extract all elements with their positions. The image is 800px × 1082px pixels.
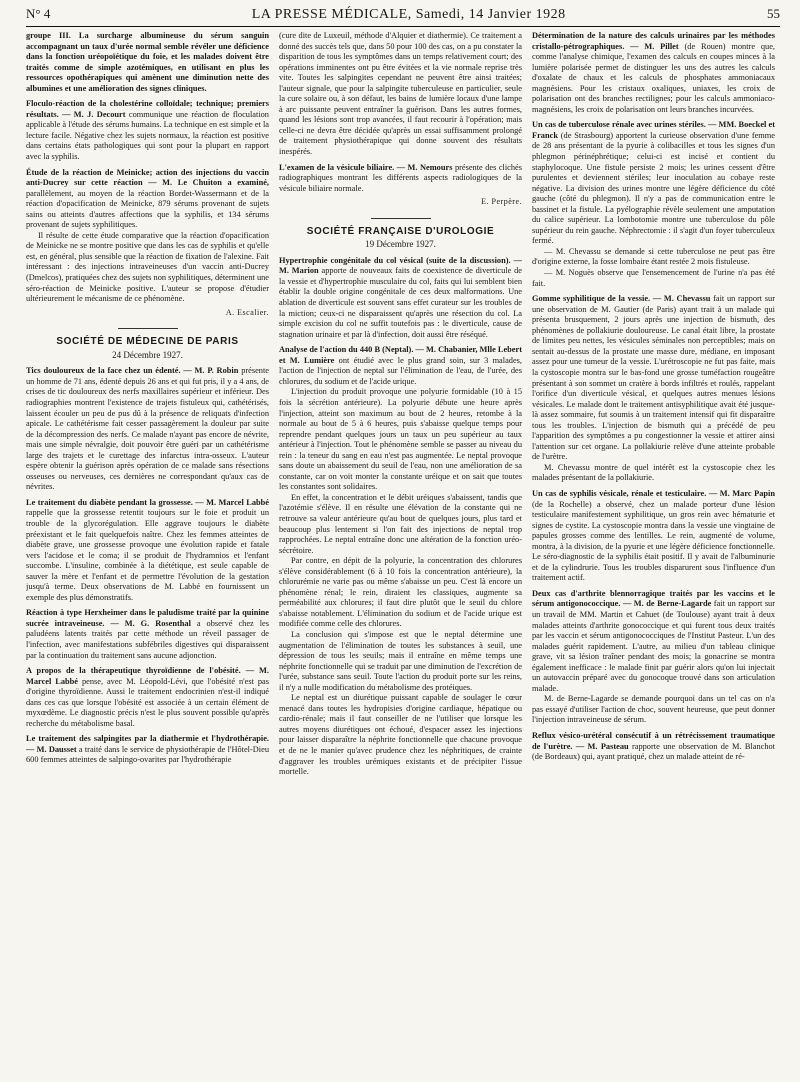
paragraph: — M. Chevassu se demande si cette tuberculose ne peut pas être d'origine externe, la fosse lombaire étant restée 2 mois fistuleuse. [532, 246, 775, 267]
signature: A. Escalier. [225, 307, 269, 317]
section-title: SOCIÉTÉ FRANÇAISE D'UROLOGIE [306, 225, 495, 237]
article-heading: Tics douloureux de la face chez un édenté. — M. P. Robin [26, 366, 239, 376]
article [279, 163, 522, 208]
paragraph: Le traitement du diabète pendant la grossesse. — M. Marcel Labbé rappelle que la grossesse retentit toujours sur le foie et produit un trouble de la glycorégulation. Elle aggrave toujours le diabète préexistant et le fait quelquefois naître. Chez les femmes atteintes de diabète grave, une grossesse provoque une évolution rapide et fatale vers l'acidose et le coma; il se produit de l'hydramnios et l'enfant succombe. L'insuline, combinée à la diététique, est seule capable de sauver la mère et l'enfant et de permettre l'évolution de la gestation jusqu'à terme. Deux observations de M. Labbé en fournissent un exemple des plus démonstratifs. [26, 497, 269, 602]
article-heading: Deux cas d'arthrite blennorragique traités par les vaccins et le sérum antigonococcique. — M. de Berne-Lagarde [532, 588, 775, 609]
paragraph: Il résulte de cette étude comparative que la réaction d'opacification de Meinicke ne se montre positive que dans les cas de syphilis et qu'elle est, en général, plus sensible que la réaction de fixation de l'alexine. Fait intéressant : des injections intraveineuses d'un vaccin anti-Ducrey (Dmelcos), pratiquées chez des sujets non syphilitiques, déterminent une séro-réaction de Meinicke positive. L'auteur se propose d'étudier ultérieurement le mécanisme de ce phénomène. [26, 230, 269, 304]
article-heading: Analyse de l'action du 440 B (Neptal). — M. Chabanier, Mlle Lebert et M. Lumière [279, 345, 522, 365]
paragraph: Deux cas d'arthrite blennorragique traités par les vaccins et le sérum antigonococcique. — M. de Berne-Lagarde fait un rapport sur un travail de MM. Martin et Cahuet (de Toulouse) ayant trait à deux malades atteints d'arthrite gonococcique et qui furent tous deux traités par les vaccin et sérum antigonococciques de l'Institut Pasteur. L'un des malades guérit rapidement. L'autre, au milieu d'un tableau clinique grave, vit sa lésion traîner pendant des mois; la gonacrine se montra également inefficace : le malade finit par guérir alors qu'on lui injectait un autovaccin préparé avec du gonocoque trouvé dans son articulation malade. [532, 588, 775, 693]
paragraph: La conclusion qui s'impose est que le neptal détermine une augmentation de l'élimination de toutes les substances à seuil, une dépression de tous les seuils; mais il entraîne en même temps une néphrite fonctionnelle qui se traduit par une diminution de l'excrétion de l'urée, substance sans seuil. Toute l'action du produit porte sur les reins, il n'y a nulle modification du métabolisme des protéiques. [279, 629, 522, 692]
column-1 [26, 31, 269, 1077]
paragraph: Un cas de tuberculose rénale avec urines stériles. — MM. Boeckel et Franck (de Strasbourg) apportent la curieuse observation d'une femme de 28 ans présentant de la pyurie à colibacilles et tous les signes d'un phlegmon périnéphrétique; celui-ci est incisé et contient du staphylocoque. Une fistule persiste 2 mois; les urines cessent d'être purulentes et deviennent stériles; leur inoculation au cobaye reste négative. La division des urines montre une légère déficience du côté gauche (côté du phlegmon). Il n'y a pas de communication entre le bassinet et la fistule. La pyélographie révèle seulement une amputation du calice supérieur. La lombotomie montre une tuberculose du pôle supérieur du rein gauche. Néphrectomie : il s'agit d'un foyer tuberculeux fermé. [532, 120, 775, 246]
article [532, 120, 775, 289]
article [279, 256, 522, 340]
article [26, 99, 269, 162]
article-heading: A propos de la thérapeutique thyroïdienne de l'obésité. — M. Marcel Labbé [26, 666, 269, 686]
article-heading: Étude de la réaction de Meinicke; action des injections du vaccin anti-Ducrey sur cette réaction — M. Le Chuiton a examiné, [26, 167, 269, 188]
paragraph: — M. Noguès observe que l'ensemencement de l'urine n'a pas été fait. [532, 268, 775, 288]
article-heading: Détermination de la nature des calculs urinaires par les méthodes cristallo-pétrographiques. — M. Pillet [532, 31, 775, 51]
article [26, 608, 269, 661]
article-heading: Gomme syphilitique de la vessie. — M. Chevassu [532, 294, 711, 304]
paragraph: Reflux vésico-urétéral consécutif à un rétrécissement traumatique de l'urètre. — M. Pasteau rapporte une observation de M. Blanchot (de Bordeaux) qui, ayant pratiqué, chez un malade atteint de ré- [532, 731, 775, 762]
paragraph: En effet, la concentration et le débit uréiques s'abaissent, tandis que l'azotémie s'élève. Il en résulte une élévation de la constante qui ne retrouve sa valeur antérieure qu'au bout de quelques jours, plus tard et beaucoup plus lentement si l'on fait des injections de neptal trop rapprochées. Le neptal entraîne donc une altération de la fonction uréo-sécrétoire. [279, 492, 522, 555]
paragraph: Réaction à type Herxheimer dans le paludisme traité par la quinine sucrée intraveineuse. — M. G. Rosenthal a observé chez les paludéens latents traités par cette méthode un réveil passager de l'infection, avec manifestations subfébriles digestives qui disparaissent par la continuation du traitement sans aucune adjonction. [26, 608, 269, 660]
paragraph: M. Chevassu montre de quel intérêt est la cystoscopie chez les malades présentant de la pollakiurie. [532, 462, 775, 483]
article-heading: Floculo-réaction de la cholestérine colloïdale; technique; premiers résultats. — M. J. Decourt [26, 99, 269, 119]
paragraph: Étude de la réaction de Meinicke; action des injections du vaccin anti-Ducrey sur cette réaction — M. Le Chuiton a examiné, parallèlement, au moyen de la réaction Bordet-Wassermann et de la réaction d'opacification de Meinicke, 879 sérums provenant de sujets sains ou atteints d'autres affections que la syphilis, et 134 sérums provenant de sujets syphilitiques. [26, 167, 269, 230]
divider [118, 328, 178, 329]
paragraph: Détermination de la nature des calculs urinaires par les méthodes cristallo-pétrographiques. — M. Pillet (de Rouen) montre que, comme l'analyse chimique, l'examen des calculs en coupes minces à la lumière polarisée permet de distinguer les uns des autres les calculs d'oxalate de chaux et les calculs de phosphates ammoniacaux magnésiens. Pour les cristaux oxaliques, uniaxes, les croix de polarisation ont des branches rectilignes; pour les calculs ammoniaco-magnésiens, les croix de polarisation ont leurs branches incurvées. [532, 31, 775, 114]
article-heading: Réaction à type Herxheimer dans le paludisme traité par la quinine sucrée intraveineuse. — M. G. Rosenthal [26, 608, 269, 628]
article [26, 666, 269, 729]
paragraph: L'injection du produit provoque une polyurie formidable (10 à 15 fois la sécrétion antérieure). La polyurie débute une heure après l'injection, atteint son maximum au bout de 2 heures, retombe à la normale au bout de 5 à 6 heures, puis s'abaisse quelque temps pour reprendre pendant quelques jours un taux un peu supérieur au taux antérieur à l'injection. Tout le phénomène semble se passer au niveau du rein : la teneur du sang en eau n'est pas augmentée. Le neptal provoque sans doute un abaissement du seuil de l'eau, non une amélioration de sa constante, car on voit monter la constante uréique et on sait que toutes les constantes sont solidaires. [279, 387, 522, 492]
article-heading: Le traitement du diabète pendant la grossesse. — M. Marcel Labbé [26, 497, 269, 507]
article [26, 366, 269, 493]
paragraph: M. de Berne-Lagarde se demande pourquoi dans un tel cas on n'a pas essayé d'utiliser l'action de choc, souvent heureuse, que peut donner l'injection intraveineuse de sérum. [532, 694, 775, 725]
column-3 [532, 31, 775, 1077]
article [26, 734, 269, 766]
article-heading: Reflux vésico-urétéral consécutif à un rétrécissement traumatique de l'urètre. — M. Pasteau [532, 731, 775, 751]
section-date: 24 Décembre 1927. [112, 349, 183, 360]
paragraph: Hypertrophie congénitale du col vésical (suite de la discussion). — M. Marion apporte de nouveaux faits de coexistence de diverticule de la vessie et d'hypertrophie musculaire du col, faits qui lui semblent bien établir la double origine congénitale de ces deux malformations. Une ablation de diverticule est souvent sans effet curateur sur les troubles de la miction; ceux-ci ne disparaissent qu'après une résection du col. La simple excision du col ne suffit toutefois pas : le diverticule, cause de stagnation urinaire et par là d'infection, doit aussi être réséqué. [279, 255, 522, 339]
paragraph: Un cas de syphilis vésicale, rénale et testiculaire. — M. Marc Papin (de la Rochelle) a observé, chez un malade porteur d'une lésion testiculaire manifestement syphilitique, un gros rein avec hématurie et signes de cystite. La cystoscopie montra dans la vessie une vingtaine de papules grosses comme des lentilles. Le rein, augmenté de volume, montra, à la division, de la pyurie et une légère déficience fonctionnelle. Le séro-diagnostic de la syphilis était positif. Il y avait de l'albuminurie et de la cylindrurie. Tous les troubles disparurent sous l'influence d'un traitement actif. [532, 488, 775, 583]
page-header [26, 6, 780, 27]
paragraph: Le neptal est un diurétique puissant capable de soulager le cœur menacé dans toutes les hydropisies d'origine cardiaque, hépatique ou cardio-rénale; mais il faut conseiller de ne l'utiliser que lorsque les autres moyens diurétiques ont échoué, d'espacer assez les injections pour laisser disparaître la néphrite fonctionnelle que chacune provoque et de ne le manier qu'avec prudence chez les néphritiques, de crainte d'aggraver les troubles urémiques existants et de précipiter l'issue mortelle. [279, 693, 522, 777]
paragraph: (cure dite de Luxeuil, méthode d'Alquier et diathermie). Ce traitement a donné des succès tels que, dans 50 pour 100 des cas, on a pu constater la disparition de tous les symptômes dans un temps relativement court; des opérations imminentes ont pu être évitées et la vie normale reprise très vite. Toutes les salpingites cependant ne peuvent être ainsi traitées; l'auteur signale, que pour la salpingite tuberculeuse en particulier, seule la cure solaire ou, à son défaut, les bains de lumière locaux d'une lampe à arc puissante peuvent entraîner la guérison. Dans les autres formes, quand les lésions sont trop avancées, il faut recourir à l'opération; mais celle-ci ne devra être décidée qu'après un essai suffisamment prolongé de traitement physiothérapique qui donne souvent des résultats inespérés. [279, 31, 522, 157]
article [279, 345, 522, 777]
article [532, 294, 775, 484]
section-date: 19 Décembre 1927. [365, 239, 436, 250]
article-heading: Le traitement des salpingites par la diathermie et l'hydrothérapie. — M. Dausset [26, 734, 269, 754]
signature: E. Perpère. [481, 197, 522, 207]
page-number: 55 [767, 6, 780, 21]
paragraph: Gomme syphilitique de la vessie. — M. Chevassu fait un rapport sur une observation de M. Gautier (de Paris) ayant trait à un malade qui présenta brusquement, 2 jours après une injection de bismuth, des phénomènes de pollakiurie douloureuse. Le canal était libre, la prostate de limites peu nettes, les vésicules séminales non perceptibles; mais on sentait au-dessus de la prostate une masse dure, médiane, en imposant assez pour une tumeur de la vessie. L'urétroscopie ne fut pas faite, mais la cystoscopie montra sur le bas-fond une grosse tuméfaction rougeâtre présentant à son sommet un cratère à bords infiltrés et roulés, rappelant l'orifice d'un diverticule vésical, et quelques autres menues lésions vésicales. Le malade dont le traitement antisyphilitique avait été jusque-là assez sommaire, fut soumis à un traitement intensif qui fit disparaître tous les troubles. L'injection de bismuth qui a précédé de peu l'apparition des symptômes a pu congestionner la vessie et attirer ainsi l'attention sur cet organe. La pollakiurie relève d'une atteinte probable de l'urètre. [532, 294, 775, 462]
section-title: SOCIÉTÉ DE MÉDECINE DE PARIS [56, 336, 239, 348]
paragraph: Tics douloureux de la face chez un édenté. — M. P. Robin présente un homme de 71 ans, édenté depuis 26 ans et qui fut pris, il y a 4 ans, de crises de tic douloureux des nerfs maxillaires supérieur et inférieur. Des radiographies montrent l'existence de trajets fistuleux qui, cathétérisés, laissent écouler un peu de pus dû à la présence de reliquats d'infection apicale. Le cathétérisme fait cesser passagèrement la douleur par suite de la décompression des nerfs. Ce malade n'ayant pas encore de névrite, mais une simple névralgie, doit pouvoir être guéri par un cathétérisme large des trajets et le curettage des infarctus intra-osseux. L'auteur espère obtenir la guérison après opération de ce malade sans résections osseuses ou nerveuses, ces dernières ne correspondant qu'aux cas de névrites. [26, 366, 269, 492]
journal-title: LA PRESSE MÉDICALE, Samedi, 14 Janvier 1928 [251, 7, 566, 22]
issue-number: N° 4 [26, 6, 51, 21]
article [26, 498, 269, 603]
paragraph: Analyse de l'action du 440 B (Neptal). — M. Chabanier, Mlle Lebert et M. Lumière ont étudié avec le plus grand soin, sur 3 malades, l'action de l'injection de neptal sur l'élimination de l'eau, de l'urée, des chlorures, du sodium et de l'acide urique. [279, 345, 522, 386]
paragraph: Floculo-réaction de la cholestérine colloïdale; technique; premiers résultats. — M. J. Decourt communique une réaction de floculation applicable à l'étude des sérums humains. La technique en est simple et la lecture facile. Négative chez les sujets normaux, la réaction est positive dans certains états pathologiques qui sont pour la plupart en rapport avec la syphilis. [26, 99, 269, 162]
article-heading: Un cas de syphilis vésicale, rénale et testiculaire. — M. Marc Papin [532, 488, 775, 498]
article-heading: Un cas de tuberculose rénale avec urines stériles. — MM. Boeckel et Franck [532, 120, 775, 140]
article [532, 489, 775, 584]
divider [371, 218, 431, 219]
paragraph: Par contre, en dépit de la polyurie, la concentration des chlorures s'élève considérablement (6 à 10 fois la concentration antérieure), la chlorurémie ne varie pas ou même s'abaisse un peu. C'est là encore un phénomène rénal; le rein, diraient les classiques, augmente sa perméabilité aux chlorures; il faut dire plutôt que le seuil du chlore s'abaisse notablement. L'élimination du sodium et de l'acide urique est modifiée comme celle des chlorures. [279, 556, 522, 629]
paragraph: Le traitement des salpingites par la diathermie et l'hydrothérapie. — M. Dausset a traité dans le service de physiothérapie de l'Hôtel-Dieu 600 femmes atteintes de salpingo-ovarites par l'hydrothérapie [26, 734, 269, 765]
article [26, 168, 269, 319]
article-heading: L'examen de la vésicule biliaire. — M. Nemours [279, 162, 453, 172]
article [532, 589, 775, 726]
article-heading: Hypertrophie congénitale du col vésical (suite de la discussion). — M. Marion [279, 255, 522, 276]
paragraph: groupe III. La surcharge albumineuse du sérum sanguin accompagnant un taux d'urée normal semble révéler une déficience dans la fonction uréopoïétique du foie, et les malades doivent être traités comme de simple azotémiques, en utilisant en plus les ressources opothérapiques qui amènent une diminution nette des albumines et une amélioration des signes cliniques. [26, 31, 269, 93]
paragraph: A propos de la thérapeutique thyroïdienne de l'obésité. — M. Marcel Labbé pense, avec M. Léopold-Lévi, que l'obésité n'est pas d'origine thyroïdienne. Aussi le traitement endocrinien n'est-il indiqué dans ces cas que lorsque l'obésité est associée à un certain élément de myxœdème. Le diagnostic précis n'est le plus souvent possible qu'après recherche du métabolisme basal. [26, 666, 269, 728]
paragraph: L'examen de la vésicule biliaire. — M. Nemours présente des clichés radiographiques montrant les différents aspects radiologiques de la vésicule biliaire normale. [279, 162, 522, 193]
columns [26, 31, 780, 1077]
article [532, 731, 775, 763]
column-2 [279, 31, 522, 1077]
